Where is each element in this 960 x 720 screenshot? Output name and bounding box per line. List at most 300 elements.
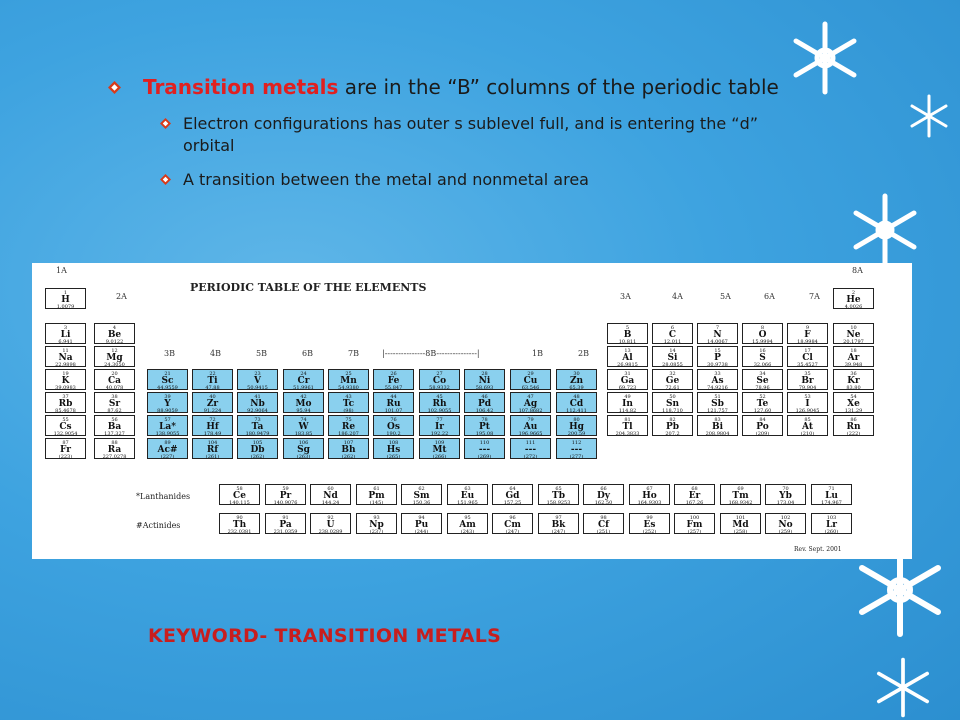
element-cell: [328, 392, 369, 413]
atomic-number: 104: [207, 440, 218, 446]
element-cell: [147, 438, 188, 459]
element-cell: [147, 369, 188, 390]
element-cell: [328, 438, 369, 459]
element-cell: [283, 438, 324, 459]
bullet-icon: [160, 174, 171, 185]
element-cell: [583, 484, 624, 505]
atomic-mass: 28.0855: [662, 362, 683, 368]
atomic-mass: 102.9055: [427, 408, 452, 414]
atomic-number: 45: [436, 394, 443, 400]
atomic-mass: 58.693: [475, 385, 494, 391]
atomic-number: 19: [62, 371, 69, 377]
atomic-number: 12: [111, 348, 118, 354]
atomic-number: 107: [343, 440, 354, 446]
element-symbol: Ho: [642, 491, 657, 501]
atomic-mass: 50.9415: [247, 385, 268, 391]
element-cell: [356, 484, 397, 505]
element-cell: [94, 323, 135, 344]
atomic-mass: 74.9216: [707, 385, 728, 391]
element-cell: [833, 369, 874, 390]
element-cell: [464, 438, 505, 459]
atomic-number: 58: [236, 486, 243, 492]
atomic-mass: 178.49: [203, 431, 222, 437]
atomic-number: 31: [624, 371, 631, 377]
atomic-mass: 127.60: [753, 408, 772, 414]
element-cell: [45, 288, 86, 309]
group-label: 4A: [672, 292, 683, 301]
element-symbol: Ge: [665, 376, 680, 386]
atomic-number: 95: [464, 515, 471, 521]
element-cell: [283, 369, 324, 390]
group-label: |---------------8B---------------|: [382, 349, 480, 358]
atomic-mass: 87.62: [107, 408, 122, 414]
element-symbol: Bi: [711, 422, 724, 432]
atomic-mass: (262): [341, 454, 356, 460]
element-cell: [237, 369, 278, 390]
atomic-number: 46: [481, 394, 488, 400]
element-symbol: Pm: [368, 491, 385, 501]
snowflake-icon: [905, 92, 953, 140]
element-symbol: Pd: [477, 399, 492, 409]
element-cell: [833, 415, 874, 436]
element-symbol: Rh: [432, 399, 447, 409]
atomic-mass: 22.9898: [55, 362, 76, 368]
element-cell: [607, 415, 648, 436]
element-cell: [629, 484, 670, 505]
element-cell: [94, 392, 135, 413]
element-cell: [45, 415, 86, 436]
element-cell: [237, 392, 278, 413]
element-cell: [833, 288, 874, 309]
atomic-mass: 144.24: [321, 500, 340, 506]
element-symbol: In: [622, 399, 633, 409]
element-symbol: Cl: [802, 353, 813, 363]
element-symbol: Ru: [386, 399, 401, 409]
atomic-mass: (210): [800, 431, 815, 437]
atomic-number: 39: [164, 394, 171, 400]
atomic-number: 37: [62, 394, 69, 400]
element-symbol: Kr: [847, 376, 860, 386]
atomic-number: 93: [373, 515, 380, 521]
atomic-mass: (265): [386, 454, 401, 460]
atomic-number: 29: [527, 371, 534, 377]
atomic-mass: 78.96: [755, 385, 770, 391]
atomic-number: 74: [300, 417, 307, 423]
atomic-number: 18: [850, 348, 857, 354]
bullet-sub-1: [160, 113, 798, 157]
element-symbol: Nd: [323, 491, 338, 501]
atomic-mass: 107.8682: [518, 408, 543, 414]
atomic-number: 87: [62, 440, 69, 446]
atomic-number: 112: [571, 440, 582, 446]
atomic-mass: 92.9064: [247, 408, 268, 414]
atomic-number: 11: [62, 348, 69, 354]
atomic-number: 62: [418, 486, 425, 492]
atomic-number: 24: [300, 371, 307, 377]
element-cell: [787, 323, 828, 344]
atomic-number: 9: [805, 325, 810, 331]
element-symbol: ---: [570, 445, 583, 455]
atomic-mass: 196.9665: [518, 431, 543, 437]
element-symbol: Mo: [295, 399, 312, 409]
group-label: 3B: [164, 349, 175, 358]
atomic-number: 66: [600, 486, 607, 492]
element-symbol: Tb: [552, 491, 565, 501]
element-cell: [652, 392, 693, 413]
element-cell: [811, 484, 852, 505]
snowflake-icon: [845, 190, 925, 270]
periodic-table-title: PERIODIC TABLE OF THE ELEMENTS: [190, 281, 427, 294]
atomic-mass: 35.4527: [797, 362, 818, 368]
element-symbol: Ca: [108, 376, 121, 386]
element-symbol: Tc: [342, 399, 355, 409]
group-label: 2A: [116, 292, 127, 301]
element-symbol: Rf: [206, 445, 219, 455]
atomic-number: 72: [209, 417, 216, 423]
atomic-mass: (252): [642, 529, 657, 535]
element-symbol: Cm: [504, 520, 521, 530]
element-cell: [94, 438, 135, 459]
element-symbol: K: [61, 376, 70, 386]
atomic-number: 47: [527, 394, 534, 400]
atomic-number: 34: [759, 371, 766, 377]
element-symbol: Sm: [413, 491, 430, 501]
atomic-mass: (260): [824, 529, 839, 535]
atomic-number: 42: [300, 394, 307, 400]
element-cell: [401, 513, 442, 534]
atomic-number: 111: [525, 440, 536, 446]
atomic-number: 99: [646, 515, 653, 521]
atomic-mass: 112.411: [566, 408, 587, 414]
atomic-mass: 227.0278: [102, 454, 127, 460]
element-cell: [787, 392, 828, 413]
atomic-mass: 168.9342: [728, 500, 753, 506]
element-symbol: Gd: [505, 491, 520, 501]
element-cell: [697, 392, 738, 413]
atomic-mass: 40.078: [105, 385, 124, 391]
element-cell: [510, 438, 551, 459]
atomic-mass: 30.9738: [707, 362, 728, 368]
atomic-mass: 51.9961: [293, 385, 314, 391]
atomic-mass: (145): [369, 500, 384, 506]
atomic-number: 59: [282, 486, 289, 492]
element-cell: [787, 369, 828, 390]
element-symbol: Be: [107, 330, 122, 340]
atomic-mass: 126.9045: [795, 408, 820, 414]
atomic-number: 60: [327, 486, 334, 492]
atomic-number: 100: [689, 515, 700, 521]
element-symbol: Rn: [846, 422, 861, 432]
atomic-number: 35: [804, 371, 811, 377]
atomic-number: 79: [527, 417, 534, 423]
element-cell: [45, 438, 86, 459]
element-symbol: Tm: [732, 491, 749, 501]
atomic-number: 97: [555, 515, 562, 521]
element-symbol: I: [805, 399, 810, 409]
atomic-mass: (244): [414, 529, 429, 535]
atomic-number: 75: [345, 417, 352, 423]
element-symbol: Am: [459, 520, 476, 530]
atomic-number: 82: [669, 417, 676, 423]
element-cell: [464, 415, 505, 436]
element-symbol: Ti: [207, 376, 218, 386]
element-cell: [583, 513, 624, 534]
element-cell: [492, 484, 533, 505]
element-symbol: Pa: [279, 520, 292, 530]
element-symbol: Ir: [435, 422, 444, 432]
atomic-number: 57: [164, 417, 171, 423]
element-symbol: He: [846, 295, 861, 305]
atomic-mass: 72.61: [665, 385, 680, 391]
atomic-number: 85: [804, 417, 811, 423]
element-symbol: Tl: [622, 422, 633, 432]
element-symbol: Mg: [106, 353, 123, 363]
atomic-mass: 167.26: [685, 500, 704, 506]
element-cell: [720, 484, 761, 505]
element-symbol: La*: [159, 422, 176, 432]
group-label: 6A: [764, 292, 775, 301]
element-symbol: Br: [801, 376, 814, 386]
element-symbol: W: [298, 422, 309, 432]
element-symbol: Na: [58, 353, 73, 363]
atomic-number: 105: [252, 440, 263, 446]
element-cell: [629, 513, 670, 534]
atomic-mass: 190.2: [386, 431, 401, 437]
keyword-heading: KEYWORD- TRANSITION METALS: [148, 625, 502, 647]
atomic-number: 108: [388, 440, 399, 446]
atomic-mass: (272): [523, 454, 538, 460]
atomic-number: 44: [390, 394, 397, 400]
element-symbol: Er: [688, 491, 701, 501]
atomic-mass: 32.066: [753, 362, 772, 368]
atomic-number: 13: [624, 348, 631, 354]
element-cell: [742, 369, 783, 390]
element-symbol: Po: [756, 422, 769, 432]
element-cell: [652, 415, 693, 436]
element-symbol: Os: [387, 422, 400, 432]
element-symbol: Th: [232, 520, 247, 530]
element-cell: [697, 323, 738, 344]
element-cell: [556, 438, 597, 459]
atomic-mass: 88.9059: [157, 408, 178, 414]
element-cell: [45, 392, 86, 413]
element-cell: [192, 415, 233, 436]
element-cell: [510, 369, 551, 390]
atomic-mass: (243): [460, 529, 475, 535]
element-cell: [607, 392, 648, 413]
element-cell: [607, 323, 648, 344]
atomic-mass: (261): [205, 454, 220, 460]
atomic-mass: (258): [733, 529, 748, 535]
element-cell: [742, 392, 783, 413]
element-symbol: Li: [60, 330, 71, 340]
element-cell: [674, 513, 715, 534]
element-cell: [45, 346, 86, 367]
element-symbol: Mn: [340, 376, 357, 386]
element-cell: [464, 392, 505, 413]
element-symbol: ---: [478, 445, 491, 455]
atomic-number: 86: [850, 417, 857, 423]
atomic-number: 78: [481, 417, 488, 423]
atomic-number: 91: [282, 515, 289, 521]
element-symbol: At: [802, 422, 813, 432]
atomic-number: 56: [111, 417, 118, 423]
element-symbol: Co: [432, 376, 447, 386]
element-symbol: F: [804, 330, 811, 340]
element-symbol: V: [254, 376, 261, 386]
atomic-number: 7: [715, 325, 720, 331]
element-cell: [192, 392, 233, 413]
atomic-number: 98: [600, 515, 607, 521]
atomic-number: 15: [714, 348, 721, 354]
element-symbol: Yb: [779, 491, 792, 501]
element-symbol: Ac#: [157, 445, 178, 455]
element-cell: [147, 392, 188, 413]
atomic-number: 53: [804, 394, 811, 400]
atomic-number: 67: [646, 486, 653, 492]
highlight-text: Transition metals: [143, 75, 339, 99]
atomic-mass: 91.224: [203, 408, 222, 414]
atomic-number: 55: [62, 417, 69, 423]
element-symbol: Al: [622, 353, 633, 363]
atomic-number: 43: [345, 394, 352, 400]
element-symbol: P: [714, 353, 721, 363]
atomic-mass: (237): [369, 529, 384, 535]
element-symbol: C: [668, 330, 677, 340]
element-symbol: Pb: [665, 422, 680, 432]
element-cell: [607, 346, 648, 367]
atomic-number: 106: [298, 440, 309, 446]
atomic-mass: 137.327: [104, 431, 125, 437]
atomic-mass: (98): [343, 408, 354, 414]
element-cell: [787, 415, 828, 436]
atomic-mass: 131.29: [844, 408, 863, 414]
atomic-mass: (266): [432, 454, 447, 460]
atomic-mass: 121.757: [707, 408, 728, 414]
atomic-number: 50: [669, 394, 676, 400]
atomic-mass: 47.88: [205, 385, 220, 391]
element-symbol: Cd: [569, 399, 584, 409]
element-cell: [447, 484, 488, 505]
atomic-mass: (209): [755, 431, 770, 437]
atomic-number: 88: [111, 440, 118, 446]
atomic-mass: 79.904: [798, 385, 817, 391]
atomic-number: 71: [828, 486, 835, 492]
element-symbol: Dy: [596, 491, 611, 501]
atomic-number: 69: [737, 486, 744, 492]
atomic-number: 33: [714, 371, 721, 377]
atomic-number: 83: [714, 417, 721, 423]
element-symbol: Fm: [686, 520, 703, 530]
atomic-number: 4: [112, 325, 117, 331]
atomic-mass: 6.941: [58, 339, 73, 345]
atomic-number: 21: [164, 371, 171, 377]
element-cell: [556, 415, 597, 436]
main-text: are in the “B” columns of the periodic table: [338, 75, 779, 99]
element-symbol: Eu: [460, 491, 475, 501]
element-cell: [310, 513, 351, 534]
element-symbol: Se: [756, 376, 769, 386]
element-symbol: Y: [164, 399, 171, 409]
atomic-mass: 1.0079: [56, 304, 75, 310]
element-cell: [697, 369, 738, 390]
element-symbol: Te: [756, 399, 769, 409]
atomic-mass: 39.948: [844, 362, 863, 368]
group-label: 5B: [256, 349, 267, 358]
element-cell: [556, 369, 597, 390]
atomic-mass: 14.0067: [707, 339, 728, 345]
element-cell: [811, 513, 852, 534]
element-cell: [237, 415, 278, 436]
atomic-mass: 157.25: [503, 500, 522, 506]
group-label: 2B: [578, 349, 589, 358]
atomic-number: 96: [509, 515, 516, 521]
atomic-number: 76: [390, 417, 397, 423]
element-symbol: Es: [643, 520, 656, 530]
atomic-number: 48: [573, 394, 580, 400]
element-symbol: Ce: [233, 491, 246, 501]
atomic-number: 25: [345, 371, 352, 377]
atomic-number: 20: [111, 371, 118, 377]
element-symbol: Cu: [523, 376, 538, 386]
element-symbol: Ba: [107, 422, 122, 432]
atomic-number: 10: [850, 325, 857, 331]
atomic-number: 103: [826, 515, 837, 521]
group-label: 1B: [532, 349, 543, 358]
element-symbol: Bk: [551, 520, 566, 530]
atomic-mass: 39.0983: [55, 385, 76, 391]
atomic-number: 41: [254, 394, 261, 400]
element-symbol: Np: [369, 520, 384, 530]
element-symbol: Sg: [297, 445, 310, 455]
atomic-mass: 162.50: [594, 500, 613, 506]
element-cell: [373, 438, 414, 459]
atomic-mass: 158.9253: [546, 500, 571, 506]
element-symbol: Hf: [206, 422, 219, 432]
element-cell: [328, 369, 369, 390]
bullet-icon: [108, 81, 121, 94]
element-cell: [373, 369, 414, 390]
atomic-number: 5: [625, 325, 630, 331]
element-symbol: Ar: [847, 353, 860, 363]
atomic-mass: 174.967: [821, 500, 842, 506]
element-cell: [192, 369, 233, 390]
bullet-icon: [160, 118, 171, 129]
element-cell: [742, 346, 783, 367]
atomic-mass: 55.847: [384, 385, 403, 391]
atomic-number: 28: [481, 371, 488, 377]
atomic-number: 30: [573, 371, 580, 377]
atomic-number: 54: [850, 394, 857, 400]
atomic-number: 94: [418, 515, 425, 521]
element-cell: [192, 438, 233, 459]
atomic-mass: (247): [551, 529, 566, 535]
atomic-mass: 63.546: [521, 385, 540, 391]
element-cell: [283, 392, 324, 413]
element-symbol: Sr: [108, 399, 121, 409]
atomic-mass: 12.011: [663, 339, 682, 345]
atomic-number: 1: [63, 290, 68, 296]
element-symbol: Mt: [432, 445, 447, 455]
atomic-number: 38: [111, 394, 118, 400]
atomic-number: 16: [759, 348, 766, 354]
element-cell: [510, 392, 551, 413]
atomic-mass: (263): [296, 454, 311, 460]
atomic-mass: 186.207: [338, 431, 359, 437]
element-cell: [419, 392, 460, 413]
group-label: 4B: [210, 349, 221, 358]
atomic-number: 89: [164, 440, 171, 446]
